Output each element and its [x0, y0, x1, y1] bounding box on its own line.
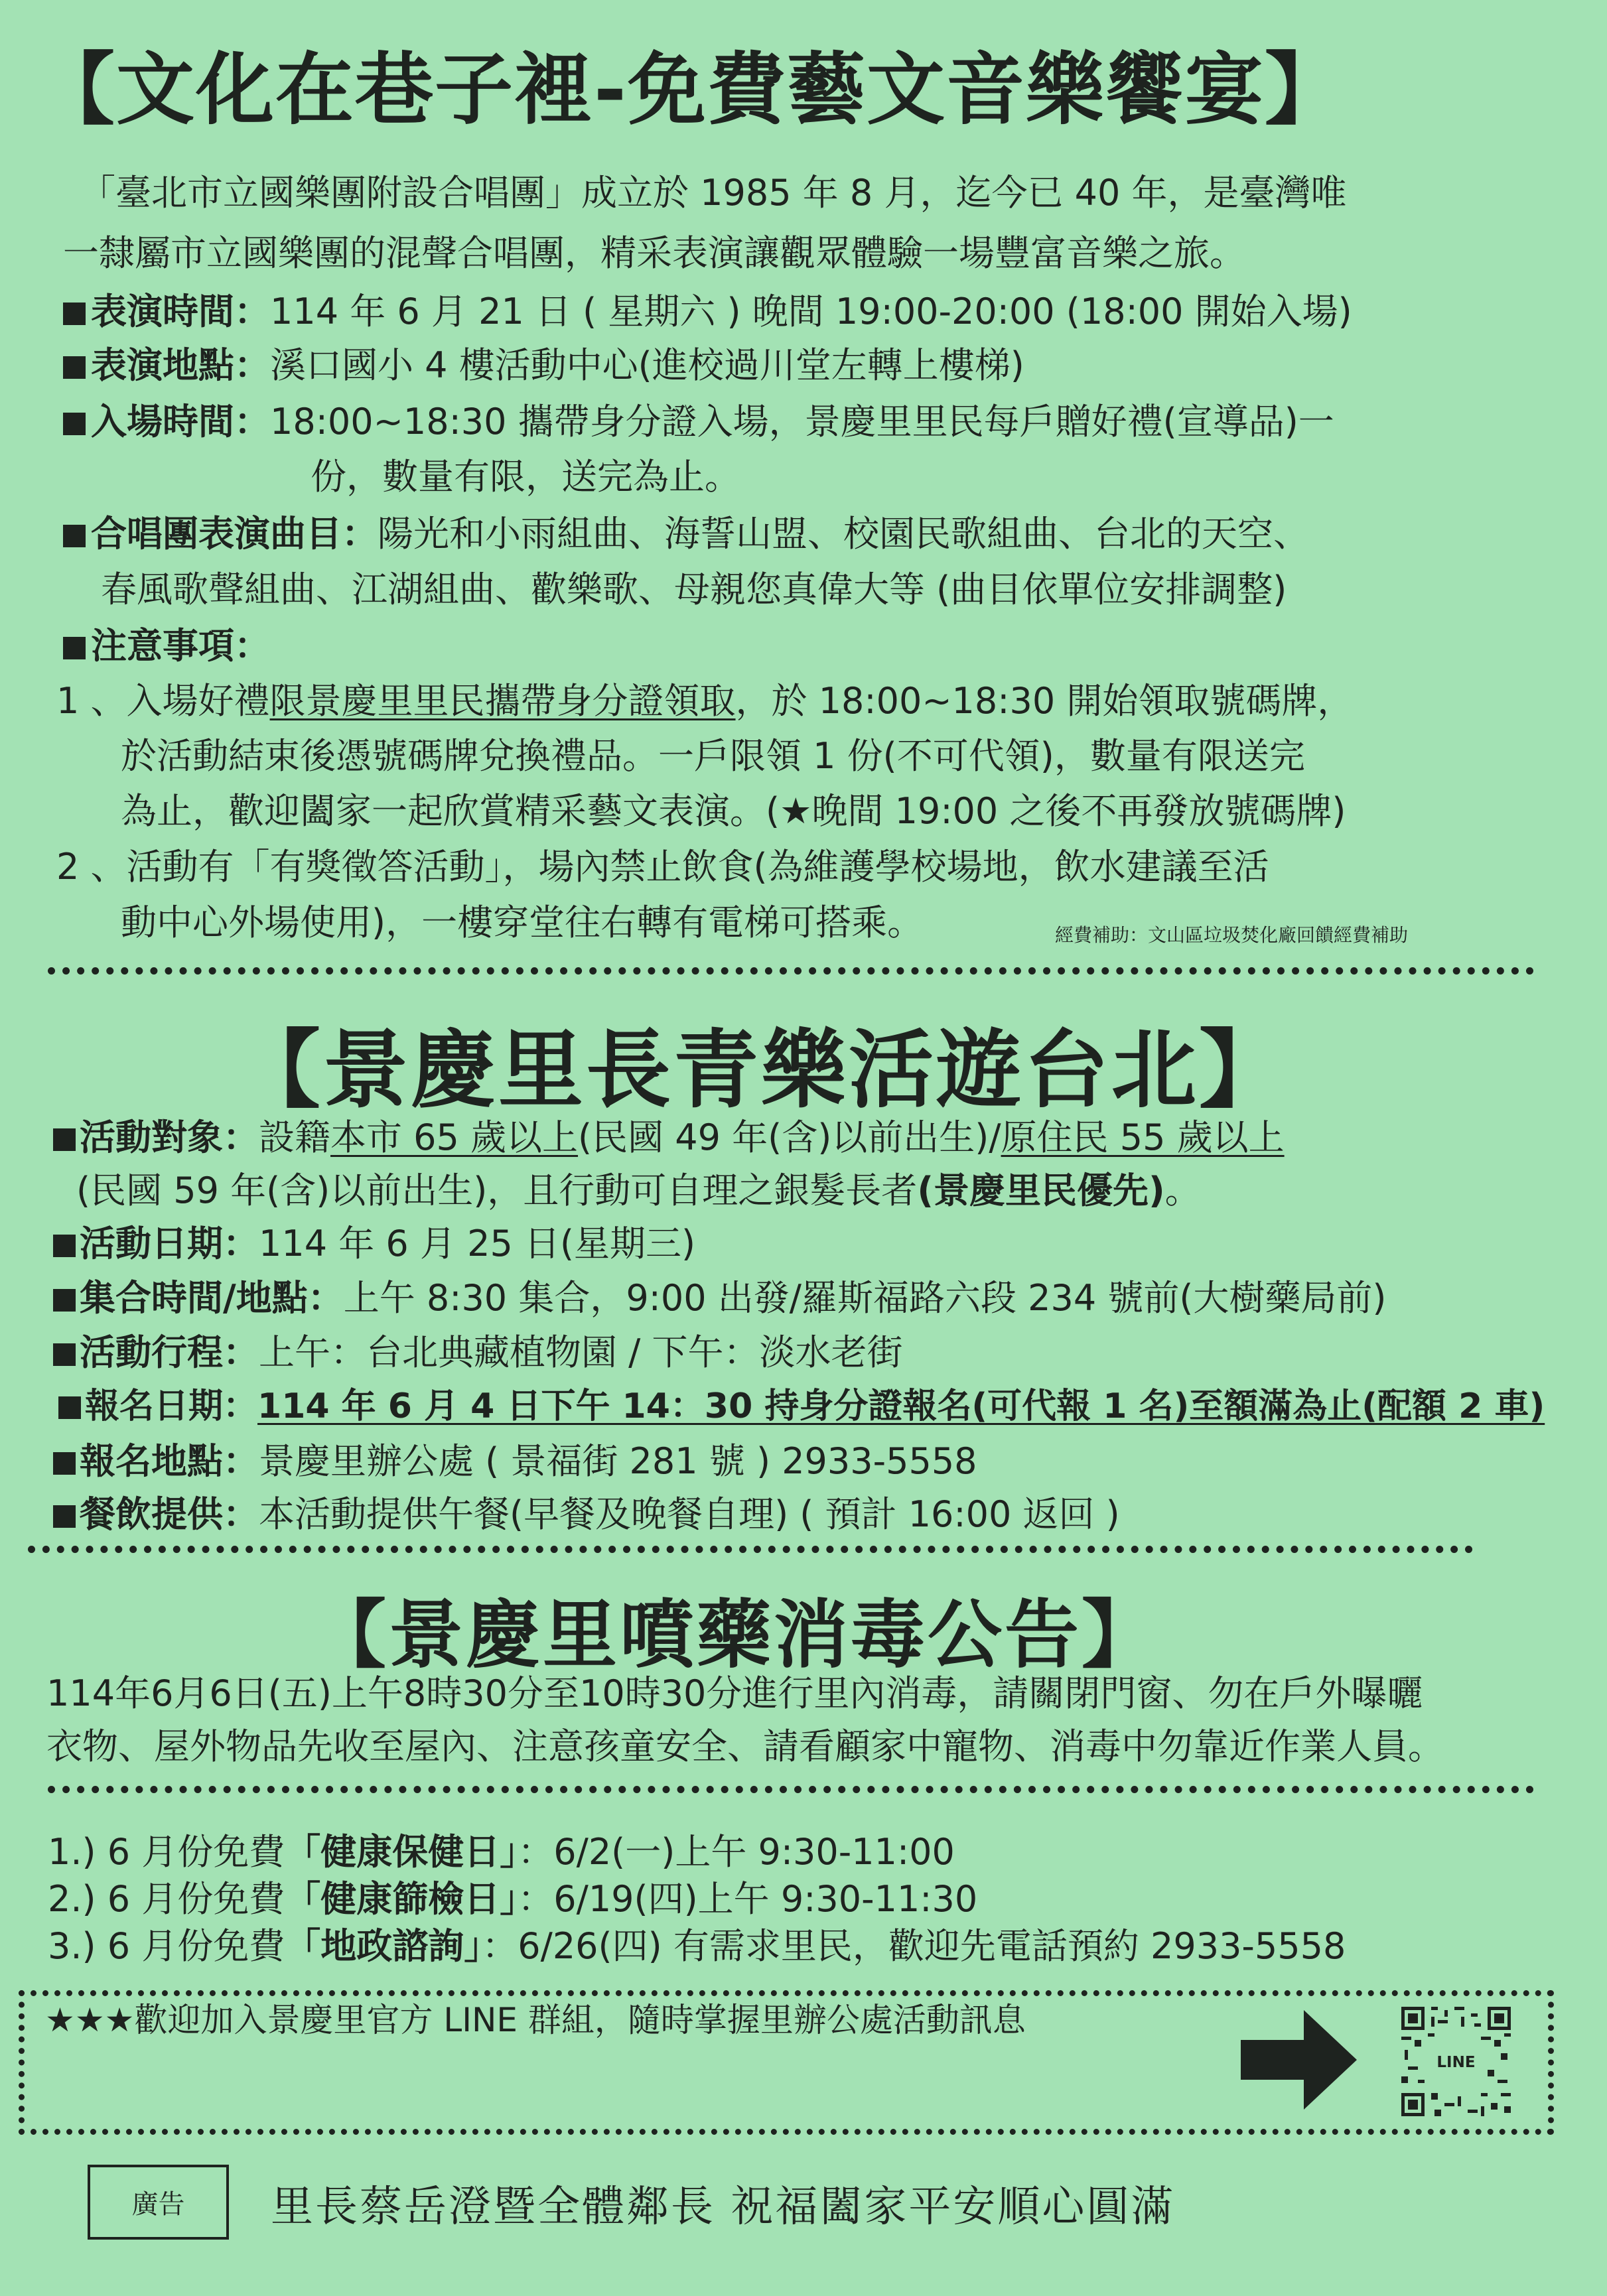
bullet-square-icon [53, 1235, 76, 1257]
meal: 餐飲提供：本活動提供午餐(早餐及晚餐自理) ( 預計 16:00 返回 ) [53, 1497, 1120, 1532]
performance-place: 表演地點：溪口國小 4 樓活動中心(進校過川堂左轉上樓梯) [63, 348, 1024, 383]
divider [48, 967, 1534, 975]
note-2-cont: 動中心外場使用)，一樓穿堂往右轉有電梯可搭乘。 [121, 902, 924, 943]
ad-label: 廣告 [88, 2165, 229, 2240]
performance-time: 表演時間：114 年 6 月 21 日 ( 星期六 ) 晚間 19:00-20:00 (18:00 開始入場) [63, 294, 1352, 330]
note-1-cont: 為止，歡迎闔家一起欣賞精采藝文表演。(★晚間 19:00 之後不再發放號碼牌) [121, 790, 1346, 832]
section1-title: 【文化在巷子裡-免費藝文音樂饗宴】 [36, 44, 1344, 135]
notes-heading: 注意事項： [63, 628, 270, 664]
disinfection-line: 114年6月6日(五)上午8時30分至10時30分進行里內消毒，請關閉門窗、勿在戶外曝曬 [46, 1672, 1423, 1714]
section2-title: 【景慶里長青樂活遊台北】 [236, 1021, 1287, 1120]
note-1-cont: 於活動結束後憑號碼牌兌換禮品。一戶限領 1 份(不可代領)，數量有限送完 [121, 735, 1305, 777]
bullet-square-icon [58, 1396, 81, 1419]
list-item: 3.) 6 月份免費「地政諮詢」：6/26(四) 有需求里民，歡迎先電話預約 2933-5558 [48, 1925, 1346, 1967]
bullet-square-icon [53, 1128, 76, 1151]
meeting: 集合時間/地點：上午 8:30 集合，9:00 出發/羅斯福路六段 234 號前(大樹藥局前) [53, 1280, 1386, 1316]
footer-greeting: 里長蔡岳澄暨全體鄰長 祝福闔家平安順心圓滿 [271, 2183, 1176, 2232]
qr-line-label: LINE [1436, 2054, 1476, 2071]
disinfection-line: 衣物、屋外物品先收至屋內、注意孩童安全、請看顧家中寵物、消毒中勿靠近作業人員。 [46, 1725, 1444, 1767]
list-item: 2.) 6 月份免費「健康篩檢日」：6/19(四)上午 9:30-11:30 [48, 1878, 978, 1920]
bullet-square-icon [53, 1505, 76, 1528]
note-1: 1 、入場好禮限景慶里里民攜帶身分證領取，於 18:00~18:30 開始領取號碼牌， [56, 680, 1354, 722]
intro-line: 「臺北市立國樂團附設合唱團」成立於 1985 年 8 月，迄今已 40 年，是臺灣唯 [80, 172, 1347, 214]
bullet-square-icon [53, 1452, 76, 1475]
line-qr-code[interactable] [1401, 2007, 1511, 2116]
signup-place: 報名地點：景慶里辦公處 ( 景福街 281 號 ) 2933-5558 [53, 1444, 977, 1479]
songs-cont: 春風歌聲組曲、江湖組曲、歡樂歌、母親您真偉大等 (曲目依單位安排調整) [101, 569, 1287, 610]
bullet-square-icon [63, 413, 86, 435]
songs: 合唱團表演曲目：陽光和小雨組曲、海誓山盟、校園民歌組曲、台北的天空、 [63, 516, 1309, 552]
intro-line: 一隸屬市立國樂團的混聲合唱團，精采表演讓觀眾體驗一場豐富音樂之旅。 [63, 232, 1245, 274]
line-group-text: ★★★歡迎加入景慶里官方 LINE 群組，隨時掌握里辦公處活動訊息 [45, 2001, 1026, 2039]
bullet-square-icon [53, 1289, 76, 1312]
bullet-square-icon [63, 637, 86, 659]
target-cont: (民國 59 年(含)以前出生)，且行動可自理之銀髮長者(景慶里民優先)。 [76, 1170, 1201, 1211]
bullet-square-icon [63, 303, 86, 325]
note-2: 2 、活動有「有獎徵答活動」，場內禁止飲食(為維護學校場地，飲水建議至活 [56, 846, 1269, 888]
right-arrow-icon [1241, 2010, 1357, 2110]
bullet-square-icon [53, 1343, 76, 1366]
itinerary: 活動行程：上午：台北典藏植物園 / 下午：淡水老街 [53, 1335, 903, 1371]
target: 活動對象：設籍本市 65 歲以上(民國 49 年(含)以前出生)/原住民 55 歲以上 [53, 1120, 1285, 1156]
section3-title: 【景慶里噴藥消毒公告】 [312, 1592, 1158, 1678]
divider [48, 1786, 1534, 1793]
signup-date: 報名日期：114 年 6 月 4 日下午 14：30 持身分證報名(可代報 1 名)至額滿為止(配額 2 車) [58, 1389, 1545, 1424]
list-item: 1.) 6 月份免費「健康保健日」：6/2(一)上午 9:30-11:00 [48, 1831, 955, 1873]
bullet-square-icon [63, 525, 86, 547]
funding-note: 經費補助：文山區垃圾焚化廠回饋經費補助 [1055, 924, 1409, 946]
entry-time: 入場時間：18:00~18:30 攜帶身分證入場，景慶里里民每戶贈好禮(宣導品)一 [63, 404, 1334, 440]
bullet-square-icon [63, 356, 86, 379]
divider [28, 1546, 1473, 1553]
activity-date: 活動日期：114 年 6 月 25 日(星期三) [53, 1226, 695, 1262]
entry-time-cont: 份，數量有限，送完為止。 [311, 456, 740, 498]
